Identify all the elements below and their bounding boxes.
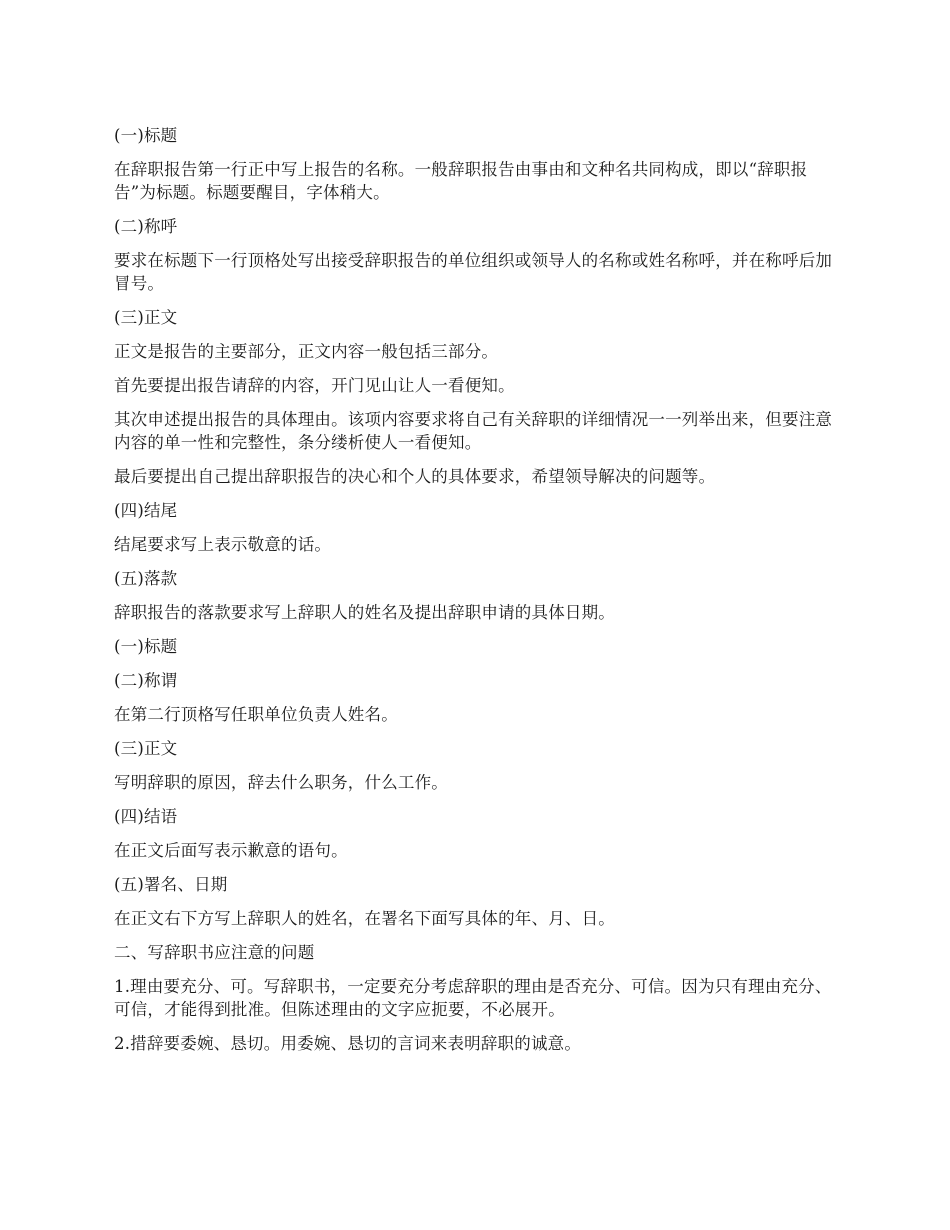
paragraph-signature-date-desc: 在正文右下方写上辞职人的姓名，在署名下面写具体的年、月、日。 xyxy=(114,909,615,928)
paragraph-body-last: 最后要提出自己提出辞职报告的决心和个人的具体要求，希望领导解决的问题等。 xyxy=(114,467,716,486)
section-heading-notes: 二、写辞职书应注意的问题 xyxy=(114,943,315,962)
heading-closing-2: (四)结语 xyxy=(114,807,178,826)
heading-signature-1: (五)落款 xyxy=(114,569,178,588)
paragraph-title-desc: 在辞职报告第一行正中写上报告的名称。一般辞职报告由事由和文种名共同构成，即以“辞职报告”为标题。标题要醒目，字体稍大。 xyxy=(114,160,808,202)
document-body xyxy=(114,124,842,1066)
paragraph-body-first: 首先要提出报告请辞的内容，开门见山让人一看便知。 xyxy=(114,376,515,395)
heading-body-1: (三)正文 xyxy=(114,308,178,327)
heading-salutation-2: (二)称谓 xyxy=(114,671,178,690)
paragraph-body-second: 其次申述提出报告的具体理由。该项内容要求将自己有关辞职的详细情况一一列举出来，但要注意内容的单一性和完整性，条分缕析使人一看便知。 xyxy=(114,410,833,452)
heading-salutation-1: (二)称呼 xyxy=(114,217,178,236)
heading-title-1: (一)标题 xyxy=(114,126,178,145)
paragraph-note-1: 1.理由要充分、可。写辞职书，一定要充分考虑辞职的理由是否充分、可信。因为只有理由充分、可信，才能得到批准。但陈述理由的文字应扼要，不必展开。 xyxy=(114,977,832,1019)
paragraph-closing-desc-2: 在正文后面写表示歉意的语句。 xyxy=(114,841,348,860)
heading-ending-1: (四)结尾 xyxy=(114,501,178,520)
paragraph-salutation-desc: 要求在标题下一行顶格处写出接受辞职报告的单位组织或领导人的名称或姓名称呼，并在称呼后加冒号。 xyxy=(114,251,833,293)
heading-body-2: (三)正文 xyxy=(114,739,178,758)
paragraph-signature-desc: 辞职报告的落款要求写上辞职人的姓名及提出辞职申请的具体日期。 xyxy=(114,603,615,622)
heading-signature-date-2: (五)署名、日期 xyxy=(114,875,228,894)
paragraph-body-intro: 正文是报告的主要部分，正文内容一般包括三部分。 xyxy=(114,342,499,361)
heading-title-2: (一)标题 xyxy=(114,637,178,656)
paragraph-ending-desc: 结尾要求写上表示敬意的话。 xyxy=(114,535,332,554)
paragraph-body-desc-2: 写明辞职的原因，辞去什么职务，什么工作。 xyxy=(114,773,448,792)
paragraph-salutation-desc-2: 在第二行顶格写任职单位负责人姓名。 xyxy=(114,705,398,724)
paragraph-note-2: 2.措辞要委婉、恳切。用委婉、恳切的言词来表明辞职的诚意。 xyxy=(114,1034,582,1053)
